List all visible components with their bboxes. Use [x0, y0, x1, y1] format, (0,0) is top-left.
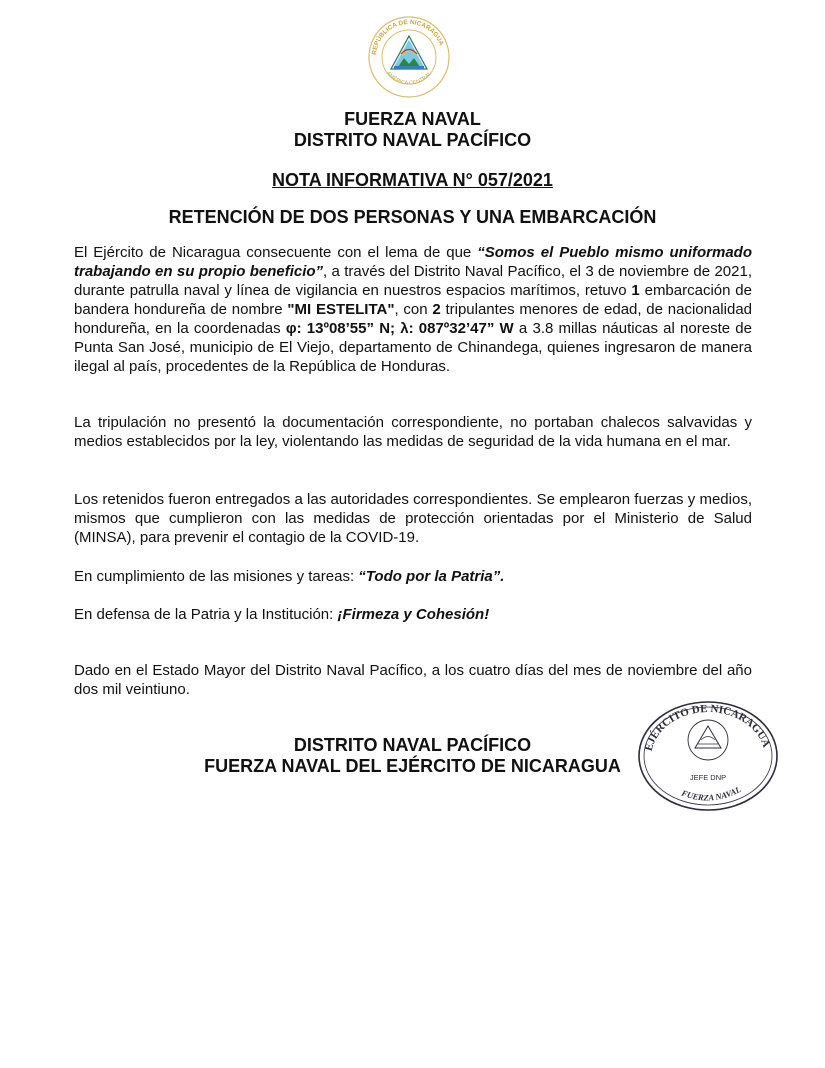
paragraph-mission: [74, 567, 752, 586]
paragraph-defense: [74, 605, 752, 624]
paragraph-text: a 3.8 millas náuticas al noreste de Punta San José, municipio de El Viejo, departamento de Chinandega, quienes ingresaron de manera ilegal al país, procedentes de la República de Honduras.: [74, 320, 752, 375]
paragraph-text: El Ejército de Nicaragua consecuente con el lema de que: [74, 244, 478, 261]
paragraph-text: , con: [394, 301, 433, 318]
header-line-1: FUERZA NAVAL: [344, 109, 481, 129]
document-title: RETENCIÓN DE DOS PERSONAS Y UNA EMBARCACIÓN: [168, 207, 657, 227]
coordinates: φ: 13º08’55” N; λ: 087º32’47” W: [285, 320, 514, 337]
svg-text:EJÉRCITO DE NICARAGUA: EJÉRCITO DE NICARAGUA: [642, 702, 773, 753]
motto-text: “Somos el Pueblo mismo uniformado trabajando en su propio beneficio”: [74, 244, 752, 280]
svg-text:REPÚBLICA DE NICARAGUA: REPÚBLICA DE NICARAGUA: [371, 18, 445, 56]
svg-text:FUERZA NAVAL: FUERZA NAVAL: [680, 784, 743, 803]
svg-text:JEFE DNP: JEFE DNP: [689, 773, 727, 782]
nicaragua-coat-of-arms-emblem: [364, 14, 454, 100]
header-line-2: DISTRITO NAVAL PACÍFICO: [293, 130, 532, 150]
slogan-todo-por-la-patria: “Todo por la Patria”.: [358, 568, 505, 585]
paragraph-text: , a través del Distrito Naval Pacífico, el 3 de noviembre de 2021, durante patrulla naval y línea de vigilancia en nuestros espacios marítimos, retuvo: [74, 263, 752, 299]
paragraph-text: En defensa de la Patria y la Institución:: [74, 606, 338, 623]
slogan-firmeza-y-cohesion: ¡Firmeza y Cohesión!: [337, 606, 490, 623]
paragraph-text: embarcación de bandera hondureña de nombre: [74, 282, 752, 318]
svg-text:AMÉRICA CENTRAL: AMÉRICA CENTRAL: [384, 70, 434, 87]
signature-line-2: FUERZA NAVAL DEL EJÉRCITO DE NICARAGUA: [204, 756, 621, 776]
paragraph-date-place: Dado en el Estado Mayor del Distrito Naval Pacífico, a los cuatro días del mes de noviembre del año dos mil veintiuno.: [74, 662, 752, 698]
paragraph-crew-violations: La tripulación no presentó la documentación correspondiente, no portaban chalecos salvavidas y medios establecidos por la ley, violentando las medidas de seguridad de la vida humana en el mar.: [74, 414, 752, 450]
paragraph-handover: Los retenidos fueron entregados a las autoridades correspondientes. Se emplearon fuerzas y medios, mismos que cumplieron con las medidas de protección orientadas por el Ministerio de Salud (MINSA), para prevenir el contagio de la COVID-19.: [74, 491, 752, 546]
paragraph-incident: [74, 243, 752, 376]
paragraph-text: En cumplimiento de las misiones y tareas:: [74, 568, 359, 585]
note-number: NOTA INFORMATIVA N° 057/2021: [272, 170, 553, 190]
paragraph-text: tripulantes menores de edad, de nacionalidad hondureña, en la coordenadas: [74, 301, 752, 337]
document-header: [0, 109, 825, 151]
crew-count: 2: [432, 301, 441, 318]
boat-count: 1: [631, 282, 640, 299]
boat-name: "MI ESTELITA": [287, 301, 395, 318]
signature-line-1: DISTRITO NAVAL PACÍFICO: [293, 735, 532, 755]
official-stamp: [637, 700, 779, 812]
